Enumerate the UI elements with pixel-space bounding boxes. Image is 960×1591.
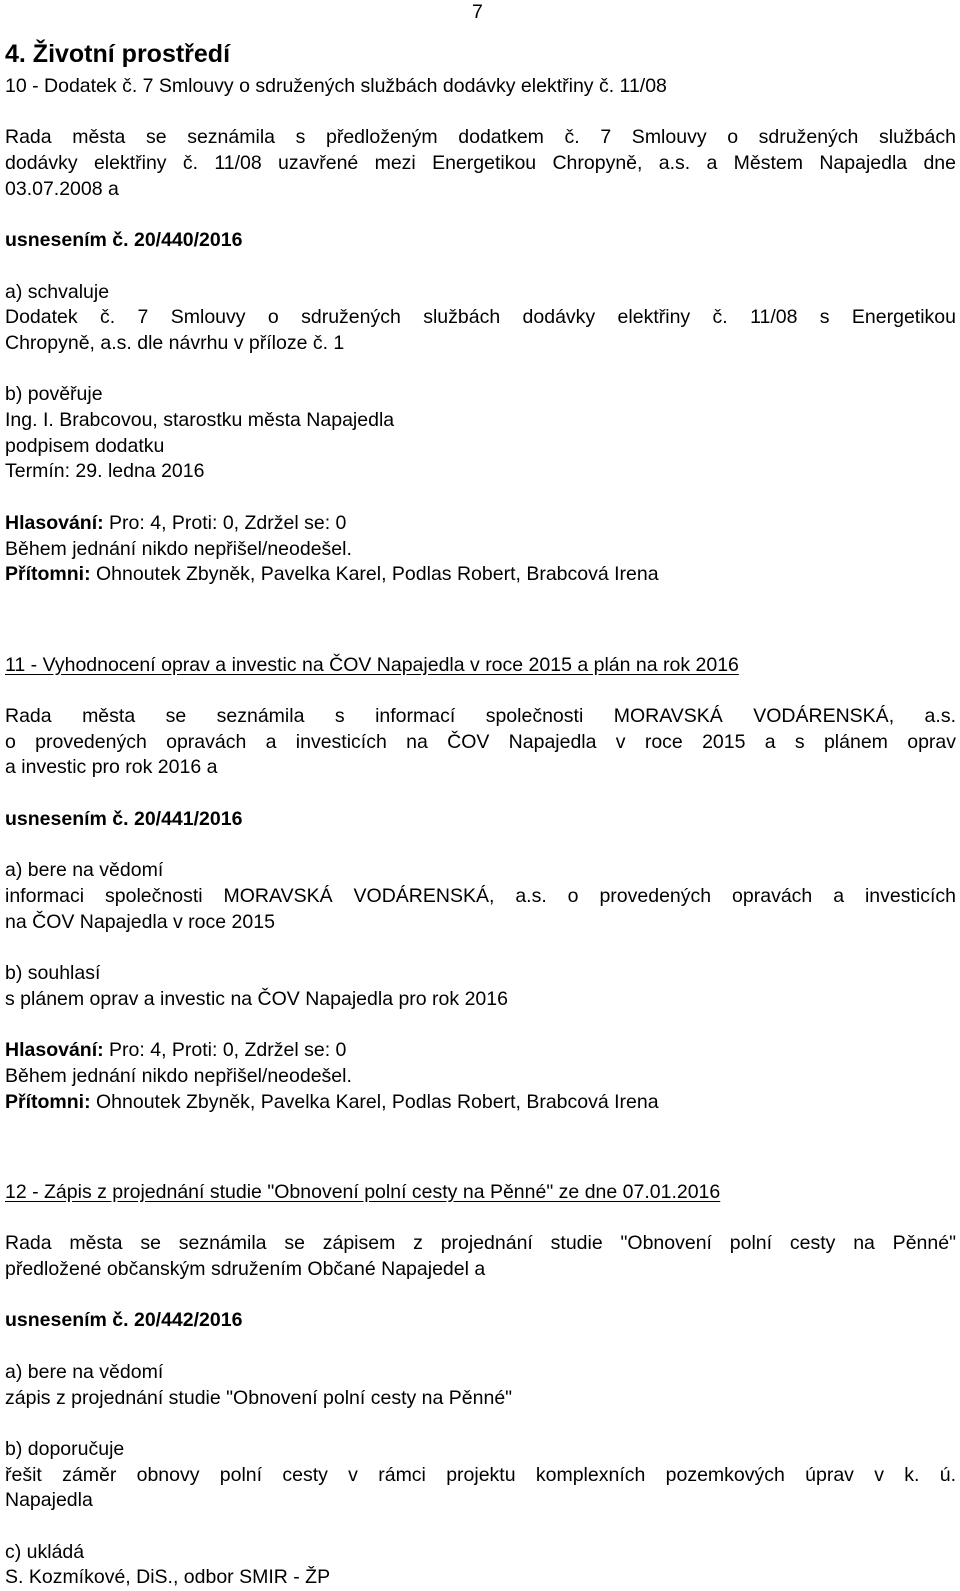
vote-result (5, 511, 956, 537)
vote-text: Pro: 4, Proti: 0, Zdržel se: 0 (103, 1039, 347, 1062)
decision-c-label: c) ukládá (5, 1540, 85, 1563)
intro-line: a investic pro rok 2016 a (5, 756, 218, 779)
decision-b-text: Ing. I. Brabcovou, starostku města Napajedla (5, 409, 395, 432)
vote-label: Hlasování: (5, 1039, 104, 1062)
agenda-item-10 (5, 74, 956, 588)
decision-a-label: a) schvaluje (5, 280, 110, 303)
agenda-item-12 (5, 1180, 956, 1591)
item-heading: 10 - Dodatek č. 7 Smlouvy o sdružených službách dodávky elektřiny č. 11/08 (5, 75, 667, 97)
intro-line: Rada města se seznámila se zápisem z projednání studie "Obnovení polní cesty na Pěnné" (5, 1232, 956, 1255)
vote-label: Hlasování: (5, 511, 104, 534)
present-label: Přítomni: (5, 1090, 91, 1113)
page-content (5, 34, 956, 1591)
decision-b-text: s plánem oprav a investic na ČOV Napajedla pro rok 2016 (5, 987, 508, 1010)
present-text: Ohnoutek Zbyněk, Pavelka Karel, Podlas Robert, Brabcová Irena (90, 1090, 659, 1113)
decision-b-label: b) doporučuje (5, 1437, 125, 1460)
decision-a-text: zápis z projednání studie "Obnovení polní cesty na Pěnné" (5, 1386, 513, 1409)
present-label: Přítomni: (5, 563, 91, 586)
decision-a-label: a) bere na vědomí (5, 859, 164, 882)
decision-a-text: Chropyně, a.s. dle návrhu v příloze č. 1 (5, 331, 345, 354)
resolution-number: usnesením č. 20/442/2016 (5, 1309, 243, 1332)
vote-result (5, 1038, 956, 1064)
resolution-number: usnesením č. 20/440/2016 (5, 229, 243, 252)
intro-line: 03.07.2008 a (5, 177, 119, 200)
vote-text: Pro: 4, Proti: 0, Zdržel se: 0 (103, 511, 347, 534)
chapter-title: 4. Životní prostředí (5, 40, 231, 68)
intro-line: Rada města se seznámila s předloženým dodatkem č. 7 Smlouvy o sdružených službách (5, 126, 956, 149)
decision-a-label: a) bere na vědomí (5, 1360, 164, 1383)
decision-c-text: S. Kozmíkové, DiS., odbor SMIR - ŽP (5, 1566, 331, 1589)
decision-a-text: informaci společnosti MORAVSKÁ VODÁRENSKÁ, a.s. o provedených opravách a investicích (5, 884, 956, 907)
present-members (5, 1090, 956, 1116)
decision-b-label: b) souhlasí (5, 962, 101, 985)
intro-line: dodávky elektřiny č. 11/08 uzavřené mezi Energetikou Chropyně, a.s. a Městem Napajedla dne (5, 152, 956, 175)
decision-b-text: podpisem dodatku (5, 434, 165, 457)
decision-a-text: na ČOV Napajedla v roce 2015 (5, 910, 275, 933)
item-heading: 12 - Zápis z projednání studie "Obnovení polní cesty na Pěnné" ze dne 07.01.2016 (5, 1180, 721, 1203)
present-text: Ohnoutek Zbyněk, Pavelka Karel, Podlas Robert, Brabcová Irena (90, 563, 659, 586)
agenda-item-11 (5, 653, 956, 1116)
decision-b-deadline: Termín: 29. ledna 2016 (5, 460, 205, 483)
decision-b-text: Napajedla (5, 1489, 93, 1512)
attendance-note: Během jednání nikdo nepřišel/neodešel. (5, 1064, 352, 1087)
item-heading: 11 - Vyhodnocení oprav a investic na ČOV Napajedla v roce 2015 a plán na rok 2016 (5, 653, 739, 676)
decision-a-text: Dodatek č. 7 Smlouvy o sdružených službách dodávky elektřiny č. 11/08 s Energetikou (5, 306, 956, 329)
decision-b-text: řešit záměr obnovy polní cesty v rámci projektu komplexních pozemkových úprav v k. ú. (5, 1463, 956, 1486)
decision-b-label: b) pověřuje (5, 383, 103, 406)
intro-line: o provedených opravách a investicích na ČOV Napajedla v roce 2015 a s plánem oprav (5, 730, 956, 753)
present-members (5, 562, 956, 588)
attendance-note: Během jednání nikdo nepřišel/neodešel. (5, 537, 352, 560)
page-number: 7 (472, 1, 483, 23)
resolution-number: usnesením č. 20/441/2016 (5, 807, 243, 830)
intro-line: předložené občanským sdružením Občané Napajedel a (5, 1258, 486, 1281)
intro-line: Rada města se seznámila s informací společnosti MORAVSKÁ VODÁRENSKÁ, a.s. (5, 705, 956, 728)
